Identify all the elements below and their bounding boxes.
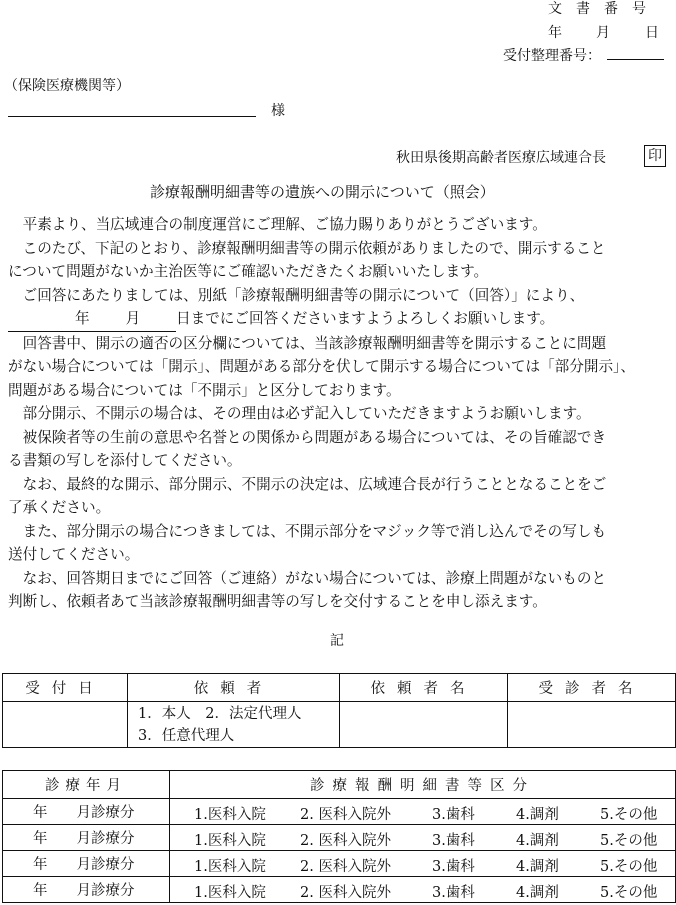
statement-category-cell[interactable] (170, 825, 676, 851)
paragraph-classification-line1: 回答書中、開示の適否の区分欄については、当該診療報酬明細書等を開示することに問題 (22, 334, 607, 352)
paragraph-request-line1: このたび、下記のとおり、診療報酬明細書等の開示依頼がありましたので、開示すること (22, 239, 606, 257)
date-day: 日 (645, 25, 659, 41)
paragraph-reason: 部分開示、不開示の場合は、その理由は必ず記入していただきますようお願いします。 (22, 405, 591, 422)
requester-options-line2: 3．任意代理人 (138, 727, 235, 744)
category-option-3[interactable]: 3.歯科 (432, 833, 475, 849)
paragraph-honor-line2: る書類の写しを添付してください。 (8, 452, 242, 469)
category-option-2[interactable]: 2. 医科入院外 (300, 885, 391, 901)
addressee-label: （保険医療機関等） (4, 78, 130, 94)
deadline-date-field[interactable] (8, 307, 176, 332)
reception-number-field[interactable] (607, 59, 664, 60)
date-year: 年 (548, 25, 562, 41)
category-option-3[interactable]: 3.歯科 (432, 859, 475, 875)
paragraph-answer-line2 (8, 307, 668, 332)
addressee-name-field[interactable] (8, 116, 256, 117)
category-option-1[interactable]: 1.医科入院 (194, 885, 266, 901)
header-requester-name: 依頼者名 (340, 674, 508, 702)
statement-category-cell[interactable] (170, 799, 676, 825)
deadline-day-text: 日までにご回答くださいますようよろしくお願いします。 (176, 310, 555, 327)
category-option-3[interactable]: 3.歯科 (432, 807, 475, 823)
category-option-1[interactable]: 1.医科入院 (194, 833, 266, 849)
paragraph-greeting: 平素より、当広域連合の制度運営にご理解、ご協力賜りありがとうございます。 (22, 216, 547, 233)
category-option-1[interactable]: 1.医科入院 (194, 807, 266, 823)
treatment-period-cell[interactable]: 年 月診療分 (3, 825, 170, 851)
header-reception-date: 受付日 (3, 674, 128, 702)
category-option-1[interactable]: 1.医科入院 (194, 859, 266, 875)
reception-number-label: 受付整理番号： (503, 48, 601, 64)
header-requester: 依頼者 (128, 674, 340, 702)
deadline-month: 月 (125, 310, 141, 327)
paragraph-decision-line1: なお、最終的な開示、部分開示、不開示の決定は、広域連合長が行うこととなることをご (22, 475, 607, 493)
document-title: 診療報酬明細書等の遺族への開示について（照会） (150, 183, 495, 201)
table-row (3, 799, 676, 825)
body-text (8, 213, 668, 614)
header-treatment-period: 診療年月 (3, 771, 170, 799)
statement-category-cell[interactable] (170, 877, 676, 903)
treatment-table (2, 770, 676, 799)
category-option-3[interactable]: 3.歯科 (432, 885, 475, 901)
paragraph-answer-line1: ご回答にあたりましては、別紙「診療報酬明細書等の開示について（回答）」により、 (22, 286, 585, 304)
paragraph-classification-line2: がない場合については「開示」、問題がある部分を伏して開示する場合については「部分開示」、 (8, 358, 635, 375)
header-statement-category: 診療報酬明細書等区分 (170, 771, 676, 799)
reception-date-cell[interactable] (3, 702, 128, 748)
paragraph-honor-line1: 被保険者等の生前の意思や名誉との関係から問題がある場合については、その旨確認でき (22, 428, 607, 446)
treatment-period-cell[interactable]: 年 月診療分 (3, 851, 170, 877)
requester-type-cell[interactable] (128, 702, 340, 748)
treatment-period-cell[interactable]: 年 月診療分 (3, 799, 170, 825)
header-patient-name: 受診者名 (508, 674, 676, 702)
category-option-5[interactable]: 5.その他 (600, 833, 658, 849)
requester-name-cell[interactable] (340, 702, 508, 748)
ki-heading: 記 (330, 633, 344, 649)
treatment-period-cell[interactable]: 年 月診療分 (3, 877, 170, 903)
request-info-table (2, 673, 676, 748)
deadline-year: 年 (75, 310, 90, 327)
category-option-2[interactable]: 2. 医科入院外 (300, 833, 391, 849)
table-row (3, 851, 676, 877)
paragraph-request-line2: について問題がないか主治医等にご確認いただきたくお願いいたします。 (8, 263, 489, 280)
category-option-4[interactable]: 4.調剤 (516, 885, 559, 901)
category-option-5[interactable]: 5.その他 (600, 807, 658, 823)
category-option-4[interactable]: 4.調剤 (516, 807, 559, 823)
statement-category-cell[interactable] (170, 851, 676, 877)
requester-options-line1: 1．本人 2．法定代理人 (138, 705, 302, 722)
category-option-5[interactable]: 5.その他 (600, 885, 658, 901)
category-option-4[interactable]: 4.調剤 (516, 833, 559, 849)
doc-number-label: 文書番号 (548, 1, 660, 17)
treatment-rows (2, 798, 676, 903)
date-month: 月 (596, 25, 610, 41)
category-option-5[interactable]: 5.その他 (600, 859, 658, 875)
category-option-2[interactable]: 2. 医科入院外 (300, 807, 391, 823)
seal-stamp-box: 印 (644, 145, 666, 167)
paragraph-partial-line2: 送付してください。 (8, 546, 140, 563)
paragraph-classification-line3: 問題がある場合については「不開示」と区分しております。 (8, 381, 401, 399)
addressee-honorific: 様 (271, 103, 285, 119)
paragraph-noreply-line2: 判断し、依頼者あて当該診療報酬明細書等の写しを交付することを申し添えます。 (8, 593, 547, 610)
paragraph-noreply-line1: なお、回答期日までにご回答（ご連絡）がない場合については、診療上問題がないものと (22, 569, 607, 587)
patient-name-cell[interactable] (508, 702, 676, 748)
category-option-4[interactable]: 4.調剤 (516, 859, 559, 875)
paragraph-partial-line1: また、部分開示の場合につきましては、不開示部分をマジック等で消し込んでその写しも (22, 522, 607, 540)
table-row (3, 877, 676, 903)
sender-name: 秋田県後期高齢者医療広域連合長 (396, 150, 606, 166)
table-row (3, 825, 676, 851)
category-option-2[interactable]: 2. 医科入院外 (300, 859, 391, 875)
paragraph-decision-line2: 了承ください。 (8, 499, 111, 516)
